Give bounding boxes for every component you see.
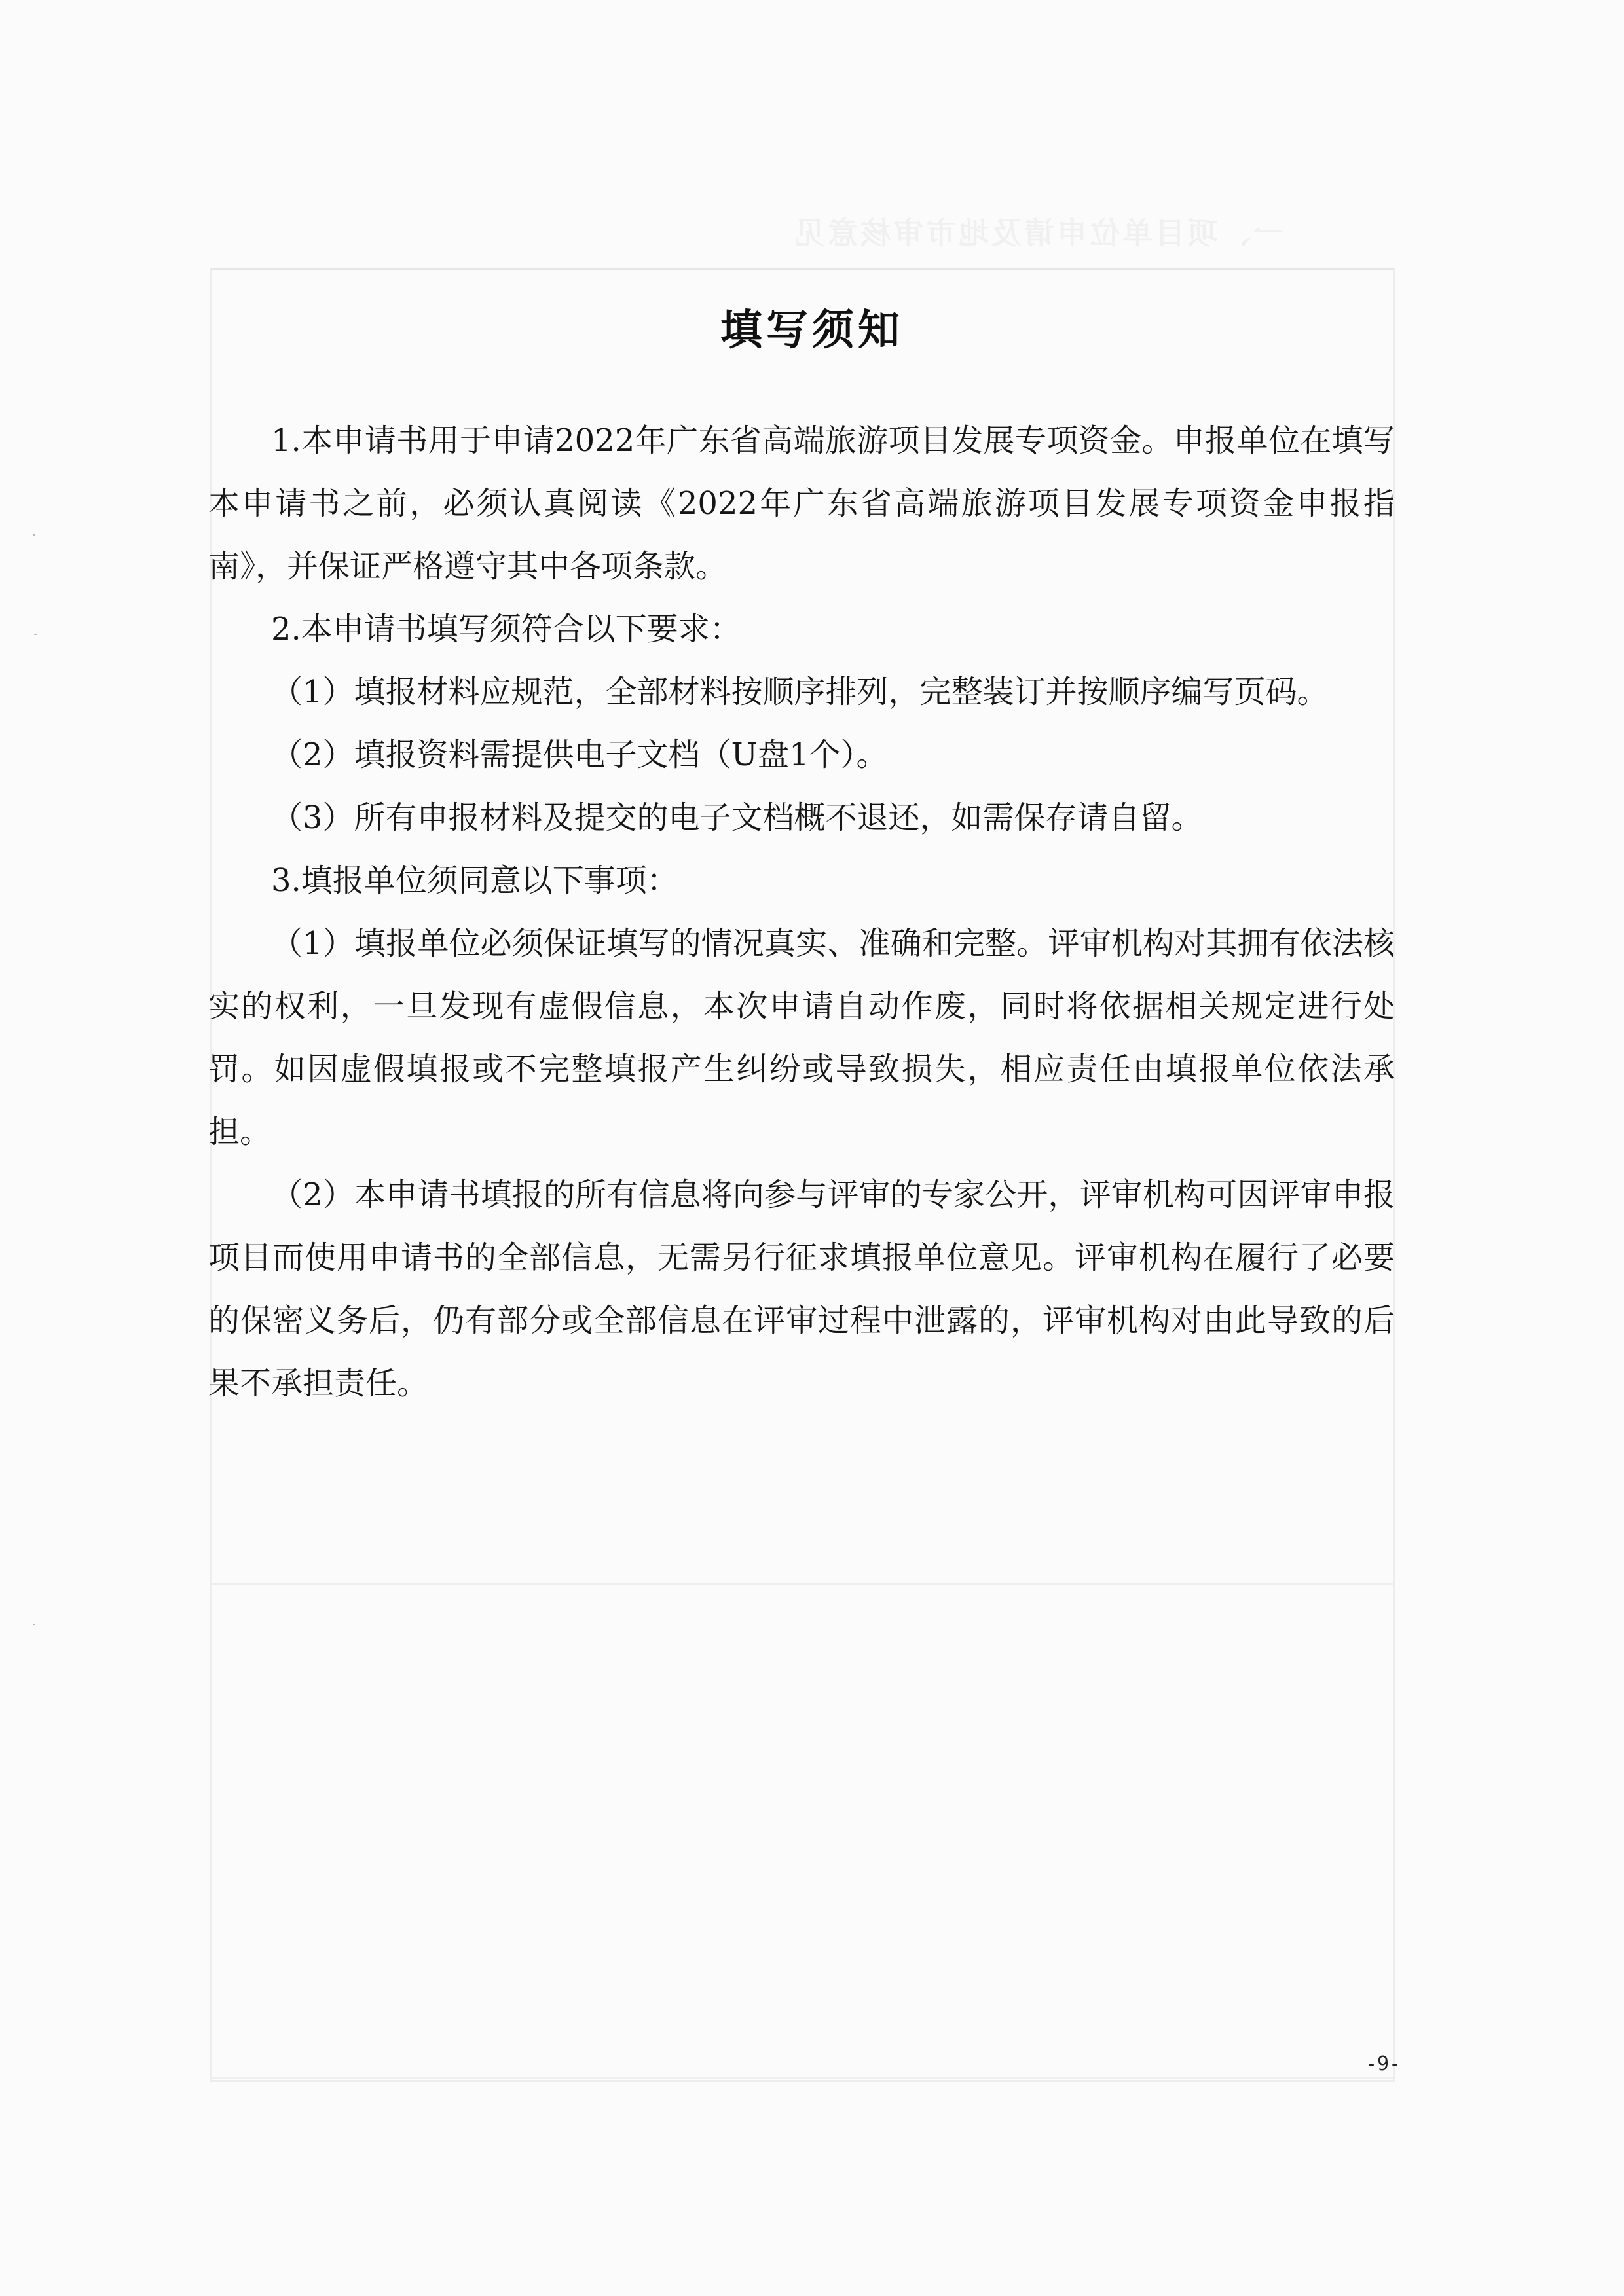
page-title: 填写须知 xyxy=(720,306,904,355)
show-through-divider xyxy=(212,2077,1393,2079)
document-body xyxy=(208,409,1395,1415)
page-number: -9- xyxy=(1365,2052,1401,2075)
paragraph-3-item-1: （1）填报单位必须保证填写的情况真实、准确和完整。评审机构对其拥有依法核实的权利，一旦发现有虚假信息，本次申请自动作废，同时将依据相关规定进行处罚。如因虚假填报或不完整填报产生纠纷或导致损失，相应责任由填报单位依法承担。 xyxy=(208,925,1395,1150)
reverse-side-show-through-heading: 一、项目单位申请及地市审核意见 xyxy=(792,215,1283,251)
paragraph-1-purpose: 1.本申请书用于申请2022年广东省高端旅游项目发展专项资金。申报单位在填写本申请书之前，必须认真阅读《2022年广东省高端旅游项目发展专项资金申报指南》，并保证严格遵守其中各项条款。 xyxy=(208,422,1395,585)
paragraph-3-item-2: （2）本申请书填报的所有信息将向参与评审的专家公开，评审机构可因评审申报项目而使用申请书的全部信息，无需另行征求填报单位意见。评审机构在履行了必要的保密义务后，仍有部分或全部信息在评审过程中泄露的，评审机构对由此导致的后果不承担责任。 xyxy=(208,1176,1395,1402)
paragraph-3-agreement-heading: 3.填报单位须同意以下事项： xyxy=(271,862,678,899)
paragraph-2-item-3: （3）所有申报材料及提交的电子文档概不退还，如需保存请自留。 xyxy=(271,799,1203,836)
scan-speck xyxy=(33,534,35,536)
paragraph-2-item-1: （1）填报材料应规范，全部材料按顺序排列，完整装订并按顺序编写页码。 xyxy=(271,674,1329,710)
paragraph-2-requirements-heading: 2.本申请书填写须符合以下要求： xyxy=(271,611,741,647)
paragraph-2-item-2: （2）填报资料需提供电子文档（U盘1个）。 xyxy=(271,737,888,773)
scan-speck xyxy=(34,634,37,635)
scan-speck xyxy=(33,1624,35,1625)
show-through-divider xyxy=(212,1583,1393,1585)
